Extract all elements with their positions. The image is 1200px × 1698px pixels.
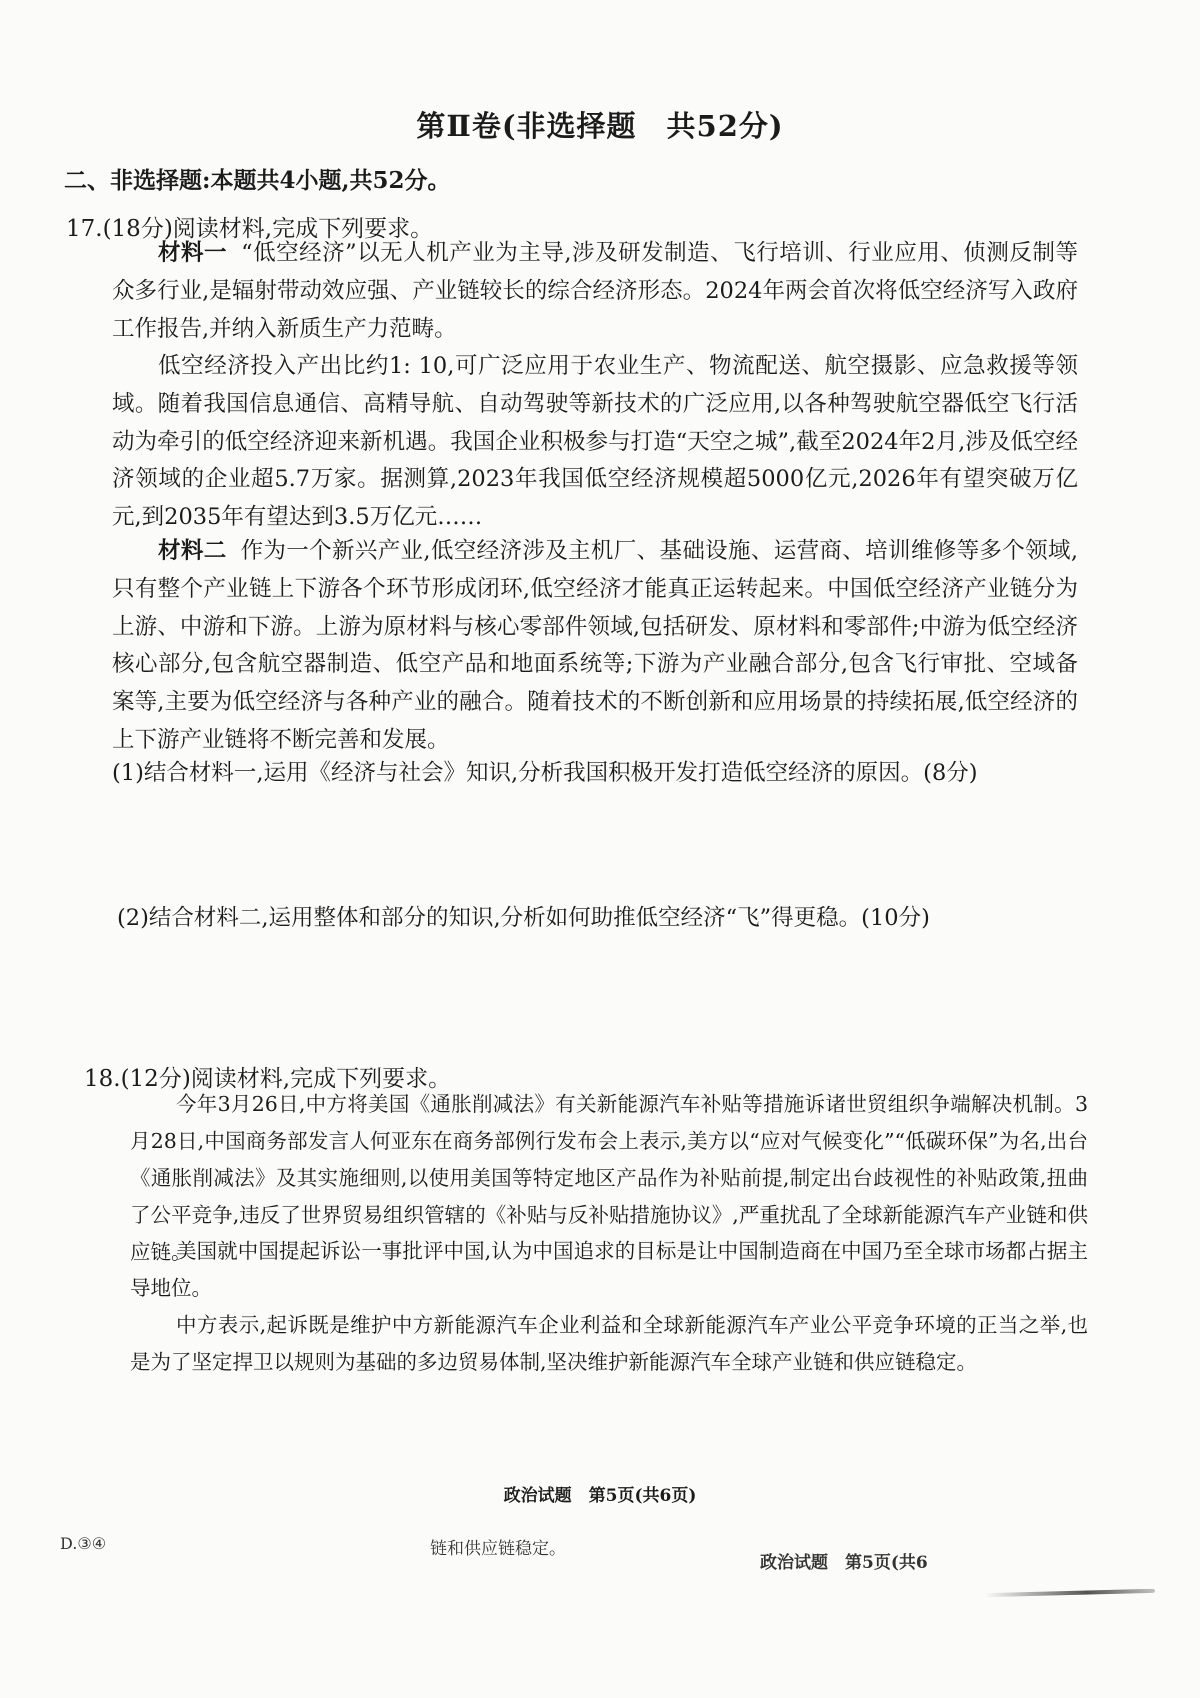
question-17-material-1	[112, 235, 1078, 348]
question-18-header: 18.(12分)阅读材料,完成下列要求。	[84, 1066, 452, 1092]
question-18-paragraph-3: 中方表示,起诉既是维护中方新能源汽车企业利益和全球新能源汽车产业公平竞争环境的正当之举,也是为了坚定捍卫以规则为基础的多边贸易体制,坚决维护新能源汽车全球产业链和供应链稳定。	[130, 1313, 1088, 1374]
page-title: 第Ⅱ卷(非选择题 共52分)	[416, 109, 784, 143]
question-18-paragraph-1: 今年3月26日,中方将美国《通胀削减法》有关新能源汽车补贴等措施诉诸世贸组织争端解决机制。3月28日,中国商务部发言人何亚东在商务部例行发布会上表示,美方以“应对气候变化”“低碳环保”为名,出台《通胀削减法》及其实施细则,以使用美国等特定地区产品作为补贴前提,制定出台歧视性的补贴政策,扭曲了公平竞争,违反了世界贸易组织管辖的《补贴与反补贴措施协议》,严重扰乱了全球新能源汽车产业链和供应链。	[130, 1092, 1088, 1264]
question-18-paragraph-2: 美国就中国提起诉讼一事批评中国,认为中国追求的目标是让中国制造商在中国乃至全球市场都占据主导地位。	[130, 1239, 1088, 1300]
question-17-sub-2: (2)结合材料二,运用整体和部分的知识,分析如何助推低空经济“飞”得更稳。(10分)	[117, 905, 930, 931]
question-17-material-1-paragraph-2: 低空经济投入产出比约1: 10,可广泛应用于农业生产、物流配送、航空摄影、应急救援等领域。随着我国信息通信、高精导航、自动驾驶等新技术的广泛应用,以各种驾驶航空器低空飞行活动为牵引的低空经济迎来新机遇。我国企业积极参与打造“天空之城”,截至2024年2月,涉及低空经济领域的企业超5.7万家。据测算,2023年我国低空经济规模超5000亿元,2026年有望突破万亿元,到2035年有望达到3.5万亿元……	[112, 353, 1078, 531]
material-2-text: 作为一个新兴产业,低空经济涉及主机厂、基础设施、运营商、培训维修等多个领域,只有整个产业链上下游各个环节形成闭环,低空经济才能真正运转起来。中国低空经济产业链分为上游、中游和下游。上游为原材料与核心零部件领域,包括研发、原材料和零部件;中游为低空经济核心部分,包含航空器制造、低空产品和地面系统等;下游为产业融合部分,包含飞行审批、空域备案等,主要为低空经济与各种产业的融合。随着技术的不断创新和应用场景的持续拓展,低空经济的上下游产业链将不断完善和发展。	[112, 538, 1078, 753]
bleed-text-left: D.③④	[60, 1534, 107, 1553]
material-1-label: 材料一	[158, 240, 228, 266]
bleed-text-center: 链和供应链稳定。	[430, 1539, 566, 1559]
question-17-material-2	[112, 533, 1078, 760]
section-heading: 二、非选择题:本题共4小题,共52分。	[64, 167, 451, 194]
page-footer: 政治试题 第5页(共6页)	[503, 1486, 697, 1506]
question-17-sub-1: (1)结合材料一,运用《经济与社会》知识,分析我国积极开发打造低空经济的原因。(8分)	[112, 760, 978, 786]
material-2-label: 材料二	[158, 538, 227, 564]
scan-smudge	[985, 1589, 1155, 1597]
material-1-text: “低空经济”以无人机产业为主导,涉及研发制造、飞行培训、行业应用、侦测反制等众多行业,是辐射带动效应强、产业链较长的综合经济形态。2024年两会首次将低空经济写入政府工作报告,并纳入新质生产力范畴。	[112, 240, 1078, 342]
question-17-header: 17.(18分)阅读材料,完成下列要求。	[66, 216, 434, 242]
bleed-text-right: 政治试题 第5页(共6	[760, 1553, 928, 1573]
